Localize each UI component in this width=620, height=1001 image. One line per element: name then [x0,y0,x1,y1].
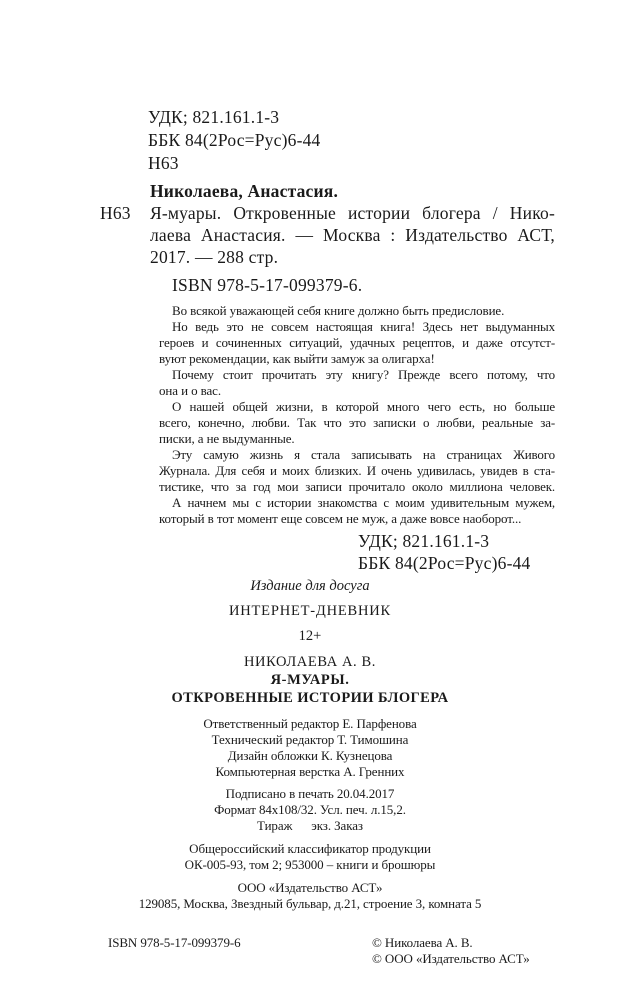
classifier-line-2: ОК-005-93, том 2; 953000 – книги и брошюры [184,857,436,872]
author-mark: Н63 [148,153,179,173]
annotation-line: Во всякой уважающей себя книге должно быть предисловие. [172,303,505,318]
staff-line: Ответственный редактор Е. Парфенова [203,716,417,731]
annotation-line: Журнала. Для себя и моих близких. И очень удивилась, увидев в ста- [159,463,555,478]
print-format: Формат 84х108/32. Усл. печ. л.15,2. [214,802,406,817]
signed-date: Подписано в печать 20.04.2017 [225,786,395,801]
bibliographic-line-2: лаева Анастасия. — Москва : Издательство АСТ, [150,225,555,245]
bibliographic-isbn: ISBN 978-5-17-099379-6. [172,275,363,295]
staff-line: Дизайн обложки К. Кузнецова [227,748,393,763]
annotation-line: всего, конечно, любви. Так что это записки о любви, реальные за- [159,415,555,430]
copyright-author: © Николаева А. В. [372,935,473,950]
bibliographic-line-3: 2017. — 288 стр. [150,247,279,267]
staff-line: Компьютерная верстка А. Гренних [215,764,405,779]
imprint-title-line-2: ОТКРОВЕННЫЕ ИСТОРИИ БЛОГЕРА [171,690,449,706]
footer-bbk-code: ББК 84(2Рос=Рус)6-44 [358,553,531,573]
bibliographic-author-mark: Н63 [100,203,131,223]
annotation-line: который в тот момент еще совсем не муж, а даже вовсе наоборот... [159,511,522,526]
annotation-line: вуют рекомендации, как выйти замуж за олигарха! [159,351,435,366]
circulation: Тираж экз. Заказ [257,818,363,833]
annotation-line: Эту самую жизнь я стала записывать на страницах Живого [172,447,555,462]
publisher-name: ООО «Издательство АСТ» [237,880,383,895]
publisher-address: 129085, Москва, Звездный бульвар, д.21, строение 3, комната 5 [138,896,482,911]
udk-code: УДК; 821.161.1-3 [148,107,280,127]
series-name: ИНТЕРНЕТ-ДНЕВНИК [228,603,392,619]
annotation-line: героев и сочиненных ситуаций, удачных рецептов, и даже отсутст- [159,335,555,350]
copyright-publisher: © ООО «Издательство АСТ» [372,951,530,966]
footer-udk-code: УДК; 821.161.1-3 [358,531,490,551]
bibliographic-author: Николаева, Анастасия. [150,181,339,201]
age-rating: 12+ [298,628,322,644]
annotation-line: она и о вас. [159,383,221,398]
annotation-line: писки, а не выдуманные. [159,431,295,446]
annotation-line: Но ведь это не совсем настоящая книга! Здесь нет выдуманных [172,319,555,334]
annotation-line: тистике, что за год мои записи прочитало около миллиона человек. [159,479,555,494]
imprint-author: НИКОЛАЕВА А. В. [243,654,377,670]
edition-type: Издание для досуга [250,578,370,594]
annotation-line: Почему стоит прочитать эту книгу? Прежде всего потому, что [172,367,555,382]
staff-line: Технический редактор Т. Тимошина [211,732,409,747]
classifier-line-1: Общероссийский классификатор продукции [189,841,431,856]
imprint-title-line-1: Я-МУАРЫ. [270,672,350,688]
annotation-line: О нашей общей жизни, в которой много чего есть, но больше [172,399,555,414]
bbk-code: ББК 84(2Рос=Рус)6-44 [148,130,321,150]
annotation-line: А начнем мы с истории знакомства с моим удивительным мужем, [172,495,555,510]
bottom-isbn: ISBN 978-5-17-099379-6 [108,935,241,950]
bibliographic-line-1: Я-муары. Откровенные истории блогера / Нико- [150,203,555,223]
